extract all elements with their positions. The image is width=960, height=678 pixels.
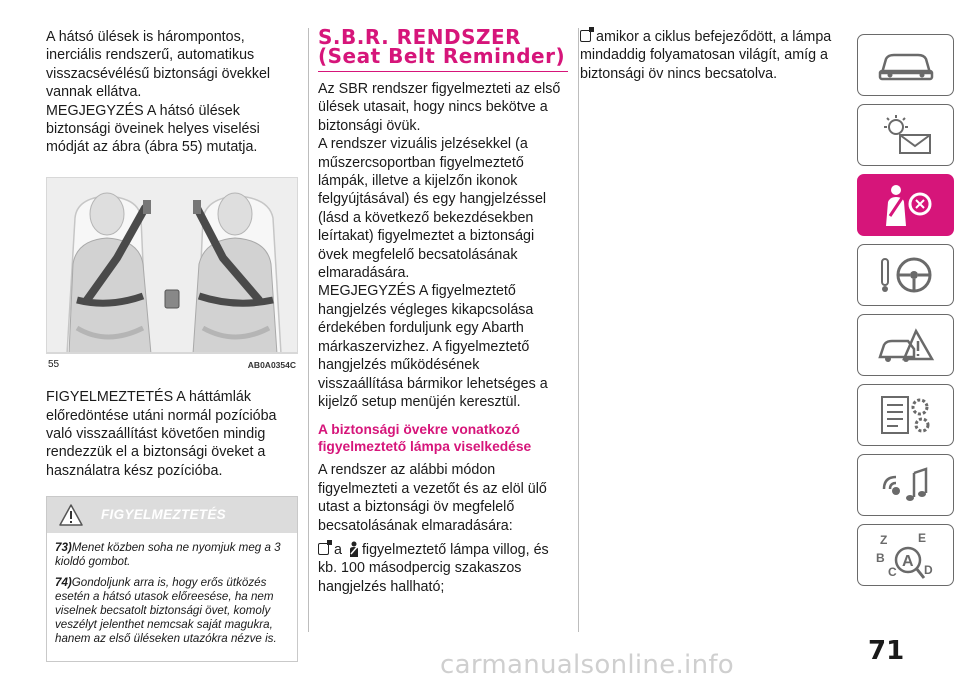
multimedia-icon: [876, 463, 936, 507]
warning-item-number: 74): [55, 576, 72, 590]
paragraph: A rendszer vizuális jelzésekkel (a műszercsoportban figyelmeztető lámpák, illetve a kijelzőn ikonok felgyújtásával) és egy hangjelzéssel (lásd a következő bekezdésekben leírtakat) figyelmeztet a biztonsági övek megfelelő becsatolásának elmaradására.: [318, 136, 547, 282]
paragraph: MEGJEGYZÉS A hátsó ülések biztonsági öveinek helyes viselési módját az ábra (ábra 55) mutatja.: [46, 102, 260, 156]
rear-seat-belts-illustration: [47, 178, 298, 353]
steering-wheel-icon: [876, 253, 936, 297]
warning-lights-icon: [876, 113, 936, 157]
tab-maintenance[interactable]: [857, 384, 954, 446]
subsection-heading: A biztonsági övekre vonatkozó figyelmeztető lámpa viselkedése: [318, 422, 532, 455]
bullet-marker-icon: [580, 30, 591, 42]
warning-box: [46, 496, 298, 662]
warning-triangle-icon: [59, 504, 83, 526]
figure-code: AB0A0354C: [247, 359, 296, 370]
svg-text:C: C: [887, 565, 897, 579]
paragraph: FIGYELMEZTETÉS A háttámlák előredöntése utáni normál pozícióba való visszaállítást követően mindig rendezzük el a biztonsági öveket a használatra kész pozícióba.: [46, 389, 277, 479]
paragraph: A rendszer az alábbi módon figyelmezteti a vezetőt és az elöl ülő utast a biztonsági öv megfelelő becsatolásának elmaradására:: [318, 462, 547, 534]
bullet-marker-icon: [318, 543, 329, 555]
seat-belt-warning-icon: [348, 541, 360, 557]
bullet-item: [318, 541, 568, 596]
warning-item: [55, 576, 289, 646]
bullet-item: [580, 28, 835, 83]
svg-text:A: A: [901, 553, 914, 570]
svg-text:E: E: [917, 531, 926, 545]
tab-multimedia[interactable]: [857, 454, 954, 516]
warning-title: FIGYELMEZTETÉS: [101, 507, 226, 523]
svg-text:D: D: [923, 563, 933, 577]
figure-number: 55: [48, 358, 60, 370]
bullet-prefix: a: [334, 541, 342, 558]
column-divider: [578, 28, 579, 632]
column-1: [46, 28, 298, 662]
warning-item-text: Menet közben soha ne nyomjuk meg a 3 kioldó gombot.: [55, 541, 281, 569]
svg-text:B: B: [875, 551, 885, 565]
figure-caption: [46, 353, 298, 374]
seat-belt-airbag-icon: [876, 182, 936, 228]
column-3: [580, 28, 835, 83]
paragraph: MEGJEGYZÉS A figyelmeztető hangjelzés végleges kikapcsolása érdekében forduljunk egy Abarth márkaszervizhez. A figyelmeztető hangjelzés működésének visszaállítása bármikor lehetséges a kijelző setup menüjén keresztül.: [318, 283, 548, 410]
paragraph: Az SBR rendszer figyelmezteti az első ülések utasait, hogy nincs bekötve a biztonsági övük.: [318, 81, 561, 134]
section-heading: S.B.R. RENDSZER (Seat Belt Reminder): [318, 28, 568, 72]
warning-item: [55, 541, 289, 569]
warning-header: [47, 497, 297, 533]
column-divider: [308, 28, 309, 632]
car-dashboard-icon: [876, 45, 936, 85]
maintenance-list-icon: [876, 393, 936, 437]
bullet-text: figyelmeztető lámpa villog, és kb. 100 másodpercig szakaszos hangjelzés hallható;: [318, 541, 549, 595]
warning-body: [47, 533, 297, 661]
tab-safety[interactable]: [857, 174, 954, 236]
warning-item-number: 73): [55, 541, 72, 555]
alphabetical-index-icon: [874, 530, 938, 580]
tab-emergency[interactable]: [857, 314, 954, 376]
page-number: 71: [868, 636, 905, 666]
tab-warning-lights[interactable]: [857, 104, 954, 166]
warning-item-text: Gondoljunk arra is, hogy erős ütközés esetén a hátsó utasok előreesése, ha nem viselnek becsatolt biztonsági övet, komoly veszélyt jelenthet nemcsak saját magukra, hanem az első üléseken utazókra nézve is.: [55, 576, 277, 646]
tab-starting-driving[interactable]: [857, 244, 954, 306]
chapter-tabs: [857, 34, 957, 594]
svg-text:Z: Z: [879, 533, 887, 547]
tab-car-dashboard[interactable]: [857, 34, 954, 96]
paragraph: A hátsó ülések is hárompontos, inerciális rendszerű, automatikus visszacsévélésű biztonsági övekkel vannak ellátva.: [46, 29, 271, 101]
car-crash-icon: [876, 323, 936, 367]
bullet-text: amikor a ciklus befejeződött, a lámpa mindaddig folyamatosan világít, amíg a biztonsági öv nincs becsatolva.: [580, 29, 832, 82]
footer-watermark: carmanualsonline.info: [440, 650, 735, 678]
figure-rear-seat-belts: [46, 177, 298, 353]
column-2: [318, 25, 568, 596]
tab-index[interactable]: [857, 524, 954, 586]
